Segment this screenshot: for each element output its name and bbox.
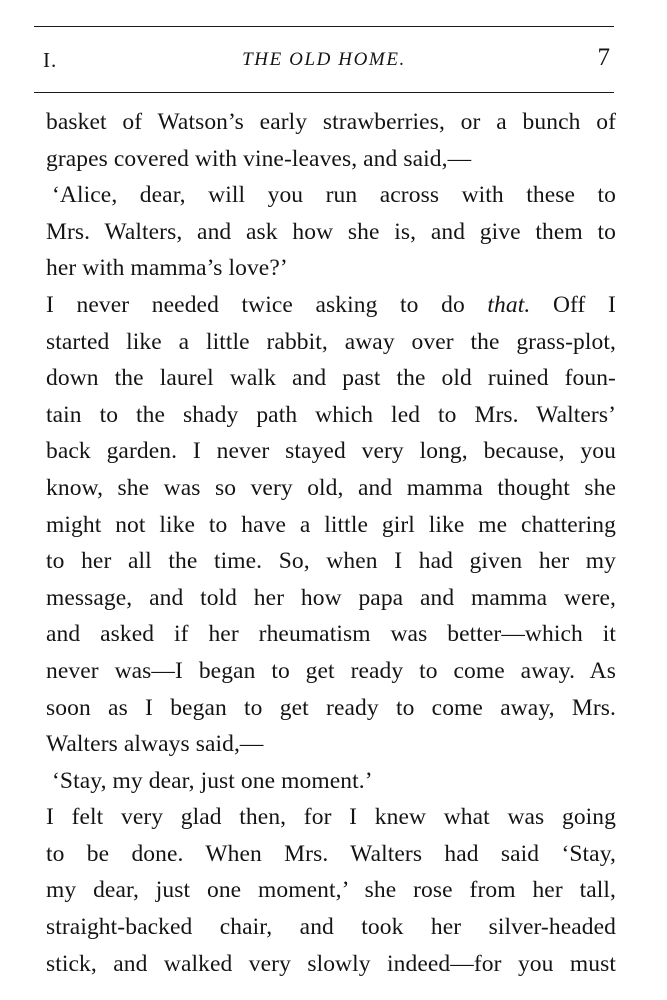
running-title: THE OLD HOME. — [242, 49, 406, 70]
text-line: grapes covered with vine-leaves, and said,— — [46, 145, 472, 172]
text-line: I felt very glad then, for I knew what was going — [46, 804, 616, 831]
body-text — [46, 104, 616, 982]
text-line: Walters always said,— — [46, 731, 264, 758]
text-line: down the laurel walk and past the old ruined foun- — [46, 365, 616, 392]
text-line: tain to the shady path which led to Mrs. Walters’ — [46, 401, 616, 428]
text-line: stick, and walked very slowly indeed—for you must — [46, 950, 616, 977]
text-segment: Off I — [552, 291, 616, 318]
text-line: straight-backed chair, and took her silver-headed — [46, 914, 616, 941]
text-line: might not like to have a little girl like me chattering — [46, 511, 616, 538]
header-top-rule — [34, 26, 614, 27]
text-line: started like a little rabbit, away over the grass-plot, — [46, 328, 616, 355]
text-line: Mrs. Walters, and ask how she is, and give them to — [46, 218, 616, 245]
text-line: her with mamma’s love?’ — [46, 255, 288, 282]
emphasized-word: that. — [487, 291, 531, 318]
text-line: my dear, just one moment,’ she rose from her tall, — [46, 877, 616, 904]
text-line: ‘Alice, dear, will you run across with these to — [52, 182, 616, 209]
text-line: to be done. When Mrs. Walters had said ‘Stay, — [46, 840, 616, 867]
text-line: soon as I began to get ready to come away, Mrs. — [46, 694, 616, 721]
text-line: and asked if her rheumatism was better—which it — [46, 621, 616, 648]
page-number: 7 — [597, 44, 610, 71]
text-line: back garden. I never stayed very long, because, you — [46, 438, 616, 465]
chapter-number: I. — [43, 48, 58, 72]
text-line: never was—I began to get ready to come away. As — [46, 657, 616, 684]
running-head — [34, 44, 614, 78]
text-line: to her all the time. So, when I had given her my — [46, 548, 616, 575]
text-line: message, and told her how papa and mamma were, — [46, 584, 616, 611]
text-segment: I never needed twice asking to do — [46, 291, 465, 318]
text-line: basket of Watson’s early strawberries, or a bunch of — [46, 109, 616, 135]
text-line: know, she was so very old, and mamma thought she — [46, 474, 616, 501]
text-line-composite — [46, 287, 616, 324]
text-line: ‘Stay, my dear, just one moment.’ — [52, 767, 373, 794]
header-bottom-rule — [34, 92, 614, 93]
